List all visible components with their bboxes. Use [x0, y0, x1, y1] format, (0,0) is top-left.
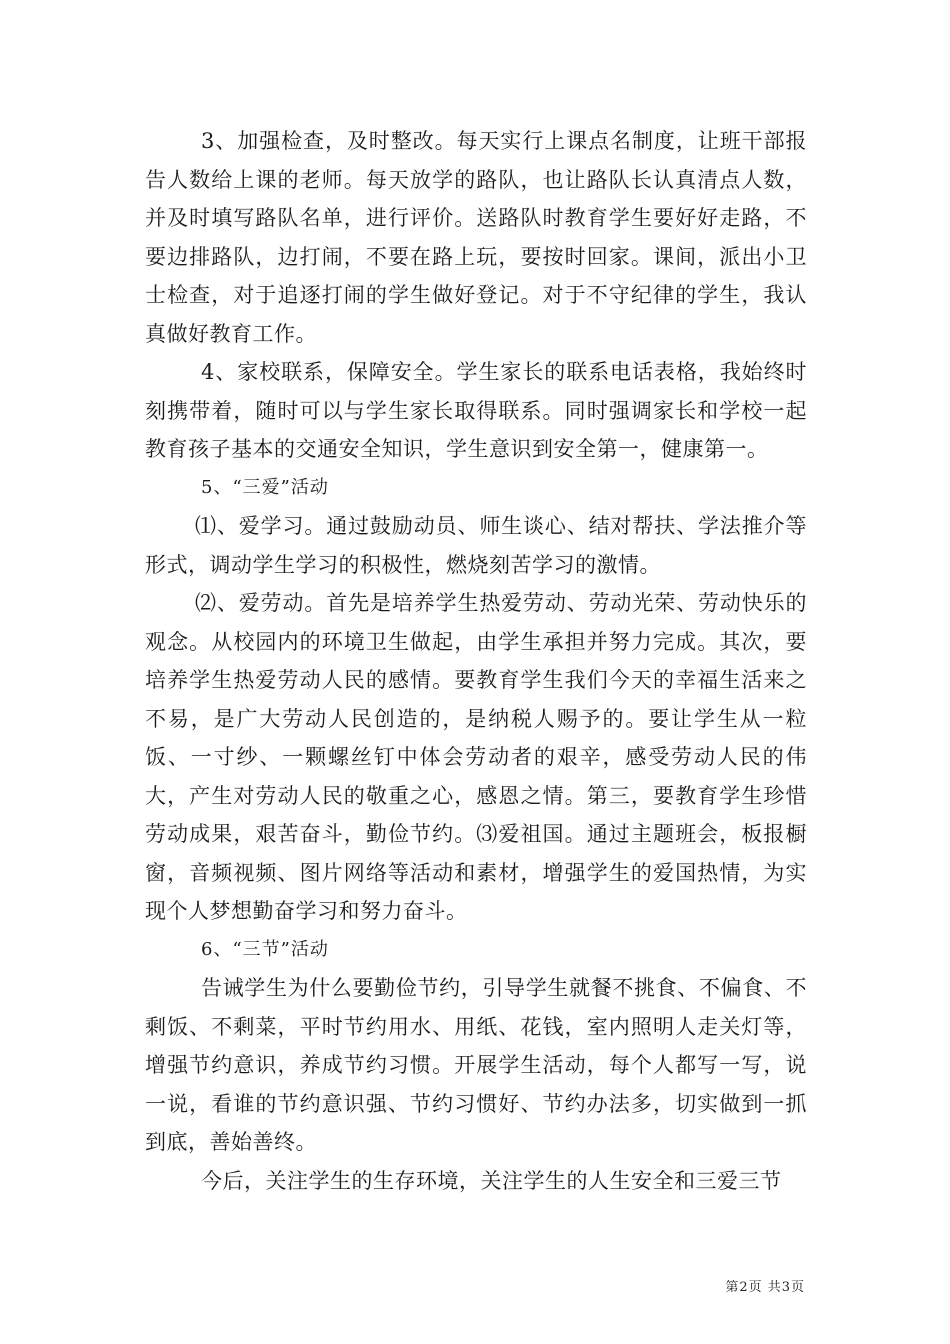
paragraph-future: 今后，关注学生的生存环境，关注学生的人生安全和三爱三节: [201, 1168, 782, 1193]
paragraph-inspection: 3、加强检查，及时整改。每天实行上课点名制度，让班干部报告人数给上课的老师。每天放学的路队，也让路队长认真清点人数，并及时填写路队名单，进行评价。送路队时教育学生要好好走路，不要边排路队，边打闹，不要在路上玩，要按时回家。课间，派出小卫士检查，对于追逐打闹的学生做好登记。对于不守纪律的学生，我认真做好教育工作。: [145, 129, 807, 346]
paragraph-home-school-contact: 4、家校联系，保障安全。学生家长的联系电话表格，我始终时刻携带着，随时可以与学生家长取得联系。同时强调家长和学校一起教育孩子基本的交通安全知识，学生意识到安全第一，健康第一。: [145, 360, 807, 461]
paragraph-love-learning: ⑴、爱学习。通过鼓励动员、师生谈心、结对帮扶、学法推介等形式，调动学生学习的积极性，燃烧刻苦学习的激情。: [145, 514, 807, 577]
page-number: 第2页 共3页: [725, 1280, 805, 1295]
heading-three-savings: 6、“三节”活动: [201, 938, 329, 960]
paragraph-love-labor: ⑵、爱劳动。首先是培养学生热爱劳动、劳动光荣、劳动快乐的观念。从校园内的环境卫生做起，由学生承担并努力完成。其次，要培养学生热爱劳动人民的感情。要教育学生我们今天的幸福生活来之不易，是广大劳动人民创造的，是纳税人赐予的。要让学生从一粒饭、一寸纱、一颗螺丝钉中体会劳动者的艰辛，感受劳动人民的伟大，产生对劳动人民的敬重之心，感恩之情。第三，要教育学生珍惜劳动成果，艰苦奋斗，勤俭节约。⑶爱祖国。通过主题班会，板报橱窗，音频视频、图片网络等活动和素材，增强学生的爱国热情，为实现个人梦想勤奋学习和努力奋斗。: [145, 591, 807, 923]
paragraph-frugality: 告诫学生为什么要勤俭节约，引导学生就餐不挑食、不偏食、不剩饭、不剩菜，平时节约用水、用纸、花钱，室内照明人走关灯等，增强节约意识，养成节约习惯。开展学生活动，每个人都写一写，说一说，看谁的节约意识强、节约习惯好、节约办法多，切实做到一抓到底，善始善终。: [145, 976, 807, 1154]
document-body: [145, 122, 807, 1200]
heading-three-loves: 5、“三爱”活动: [201, 476, 329, 498]
